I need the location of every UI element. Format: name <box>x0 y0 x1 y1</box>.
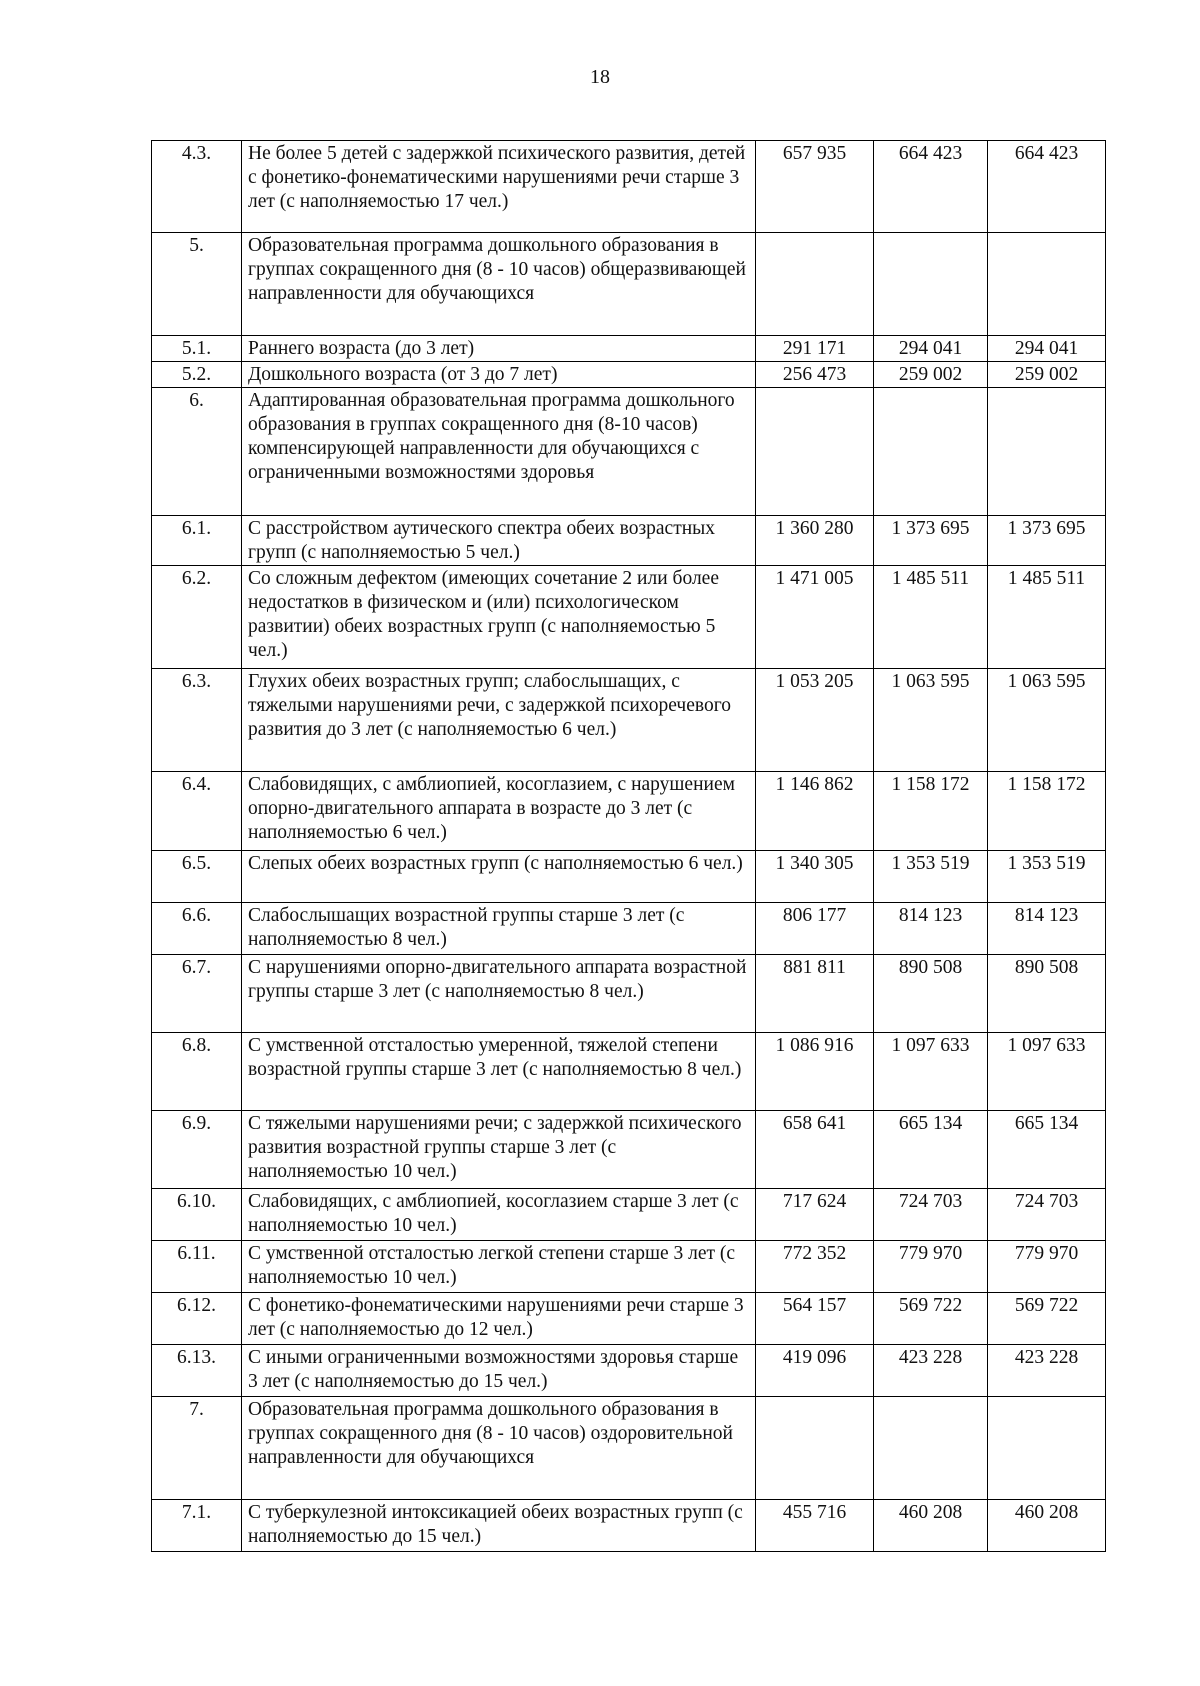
table-row <box>152 669 1106 772</box>
table-row <box>152 1111 1106 1189</box>
page-number: 18 <box>590 66 610 88</box>
table-row <box>152 388 1106 516</box>
row-description: Глухих обеих возрастных групп; слабослышащих, с тяжелыми нарушениями речи, с задержкой психоречевого развития до 3 лет (с наполняемостью 6 чел.) <box>242 669 756 772</box>
row-number: 6.7. <box>152 955 242 1033</box>
row-value-1: 1 471 005 <box>756 566 874 669</box>
row-number: 6.1. <box>152 516 242 566</box>
row-value-2: 1 158 172 <box>874 772 988 851</box>
table-row <box>152 1293 1106 1345</box>
row-description: Адаптированная образовательная программа дошкольного образования в группах сокращенного дня (8-10 часов) компенсирующей направленности для обучающихся с ограниченными возможностями здоровья <box>242 388 756 516</box>
table-row <box>152 336 1106 362</box>
row-description: С расстройством аутического спектра обеих возрастных групп (с наполняемостью 5 чел.) <box>242 516 756 566</box>
row-value-3 <box>988 233 1106 336</box>
row-number: 5. <box>152 233 242 336</box>
row-value-1: 455 716 <box>756 1500 874 1552</box>
row-value-3: 1 353 519 <box>988 851 1106 903</box>
row-value-3: 1 158 172 <box>988 772 1106 851</box>
row-value-3: 294 041 <box>988 336 1106 362</box>
row-description: Образовательная программа дошкольного образования в группах сокращенного дня (8 - 10 часов) общеразвивающей направленности для обучающихся <box>242 233 756 336</box>
row-number: 6.11. <box>152 1241 242 1293</box>
row-value-3: 724 703 <box>988 1189 1106 1241</box>
table-row <box>152 903 1106 955</box>
row-value-3: 665 134 <box>988 1111 1106 1189</box>
row-value-2: 294 041 <box>874 336 988 362</box>
row-description: Со сложным дефектом (имеющих сочетание 2 или более недостатков в физическом и (или) психологическом развитии) обеих возрастных групп (с наполняемостью 5 чел.) <box>242 566 756 669</box>
row-value-2: 569 722 <box>874 1293 988 1345</box>
row-value-2: 460 208 <box>874 1500 988 1552</box>
row-value-1 <box>756 388 874 516</box>
row-number: 5.1. <box>152 336 242 362</box>
row-value-3: 779 970 <box>988 1241 1106 1293</box>
table-row <box>152 1033 1106 1111</box>
table-row <box>152 1500 1106 1552</box>
row-description: С умственной отсталостью умеренной, тяжелой степени возрастной группы старше 3 лет (с наполняемостью 8 чел.) <box>242 1033 756 1111</box>
row-value-2: 664 423 <box>874 141 988 233</box>
row-value-2: 1 063 595 <box>874 669 988 772</box>
row-number: 6.6. <box>152 903 242 955</box>
row-value-1: 1 053 205 <box>756 669 874 772</box>
row-number: 4.3. <box>152 141 242 233</box>
row-number: 6.4. <box>152 772 242 851</box>
table-row <box>152 141 1106 233</box>
row-value-1: 1 360 280 <box>756 516 874 566</box>
row-value-3: 664 423 <box>988 141 1106 233</box>
row-value-2: 779 970 <box>874 1241 988 1293</box>
table-row <box>152 772 1106 851</box>
table-row <box>152 1397 1106 1500</box>
row-value-3: 814 123 <box>988 903 1106 955</box>
row-value-2: 1 373 695 <box>874 516 988 566</box>
table-row <box>152 1345 1106 1397</box>
row-number: 6.2. <box>152 566 242 669</box>
row-value-1: 772 352 <box>756 1241 874 1293</box>
row-value-2: 1 485 511 <box>874 566 988 669</box>
row-description: Раннего возраста (до 3 лет) <box>242 336 756 362</box>
row-description: С иными ограниченными возможностями здоровья старше 3 лет (с наполняемостью до 15 чел.) <box>242 1345 756 1397</box>
row-value-2 <box>874 233 988 336</box>
table-row <box>152 233 1106 336</box>
row-value-2: 724 703 <box>874 1189 988 1241</box>
row-number: 7.1. <box>152 1500 242 1552</box>
row-value-1: 881 811 <box>756 955 874 1033</box>
row-value-2: 1 097 633 <box>874 1033 988 1111</box>
row-value-1: 256 473 <box>756 362 874 388</box>
table-row <box>152 566 1106 669</box>
row-description: С умственной отсталостью легкой степени старше 3 лет (с наполняемостью 10 чел.) <box>242 1241 756 1293</box>
row-number: 6.13. <box>152 1345 242 1397</box>
row-number: 6.8. <box>152 1033 242 1111</box>
row-value-2 <box>874 1397 988 1500</box>
row-value-2: 1 353 519 <box>874 851 988 903</box>
row-value-3: 569 722 <box>988 1293 1106 1345</box>
row-description: Образовательная программа дошкольного образования в группах сокращенного дня (8 - 10 часов) оздоровительной направленности для обучающихся <box>242 1397 756 1500</box>
row-number: 6.12. <box>152 1293 242 1345</box>
row-number: 6.9. <box>152 1111 242 1189</box>
tariff-table <box>151 140 1106 1552</box>
row-value-2: 890 508 <box>874 955 988 1033</box>
row-value-1: 291 171 <box>756 336 874 362</box>
row-value-3: 1 063 595 <box>988 669 1106 772</box>
row-description: Слабослышащих возрастной группы старше 3 лет (с наполняемостью 8 чел.) <box>242 903 756 955</box>
row-value-3: 1 373 695 <box>988 516 1106 566</box>
row-value-1: 419 096 <box>756 1345 874 1397</box>
row-value-1 <box>756 233 874 336</box>
row-description: Дошкольного возраста (от 3 до 7 лет) <box>242 362 756 388</box>
row-value-3 <box>988 388 1106 516</box>
row-description: Слабовидящих, с амблиопией, косоглазием, с нарушением опорно-двигательного аппарата в возрасте до 3 лет (с наполняемостью 6 чел.) <box>242 772 756 851</box>
table-row <box>152 1241 1106 1293</box>
table-row <box>152 1189 1106 1241</box>
row-value-1: 1 340 305 <box>756 851 874 903</box>
row-value-3: 259 002 <box>988 362 1106 388</box>
row-value-1: 658 641 <box>756 1111 874 1189</box>
row-value-1: 657 935 <box>756 141 874 233</box>
row-value-3: 460 208 <box>988 1500 1106 1552</box>
row-number: 6. <box>152 388 242 516</box>
row-value-3: 1 485 511 <box>988 566 1106 669</box>
row-description: С фонетико-фонематическими нарушениями речи старше 3 лет (с наполняемостью до 12 чел.) <box>242 1293 756 1345</box>
table-row <box>152 516 1106 566</box>
row-number: 6.3. <box>152 669 242 772</box>
table-row <box>152 955 1106 1033</box>
row-value-2: 423 228 <box>874 1345 988 1397</box>
row-description: С нарушениями опорно-двигательного аппарата возрастной группы старше 3 лет (с наполняемостью 8 чел.) <box>242 955 756 1033</box>
table-row <box>152 362 1106 388</box>
row-number: 5.2. <box>152 362 242 388</box>
row-description: Не более 5 детей с задержкой психического развития, детей с фонетико-фонематическими нарушениями речи старше 3 лет (с наполняемостью 17 чел.) <box>242 141 756 233</box>
row-value-3: 423 228 <box>988 1345 1106 1397</box>
row-value-1: 564 157 <box>756 1293 874 1345</box>
row-value-3 <box>988 1397 1106 1500</box>
row-description: С туберкулезной интоксикацией обеих возрастных групп (с наполняемостью до 15 чел.) <box>242 1500 756 1552</box>
row-value-1: 717 624 <box>756 1189 874 1241</box>
row-value-1: 806 177 <box>756 903 874 955</box>
row-number: 7. <box>152 1397 242 1500</box>
row-value-1 <box>756 1397 874 1500</box>
row-value-1: 1 146 862 <box>756 772 874 851</box>
row-value-2 <box>874 388 988 516</box>
row-value-2: 814 123 <box>874 903 988 955</box>
row-number: 6.5. <box>152 851 242 903</box>
row-value-2: 259 002 <box>874 362 988 388</box>
row-description: Слабовидящих, с амблиопией, косоглазием старше 3 лет (с наполняемостью 10 чел.) <box>242 1189 756 1241</box>
row-value-1: 1 086 916 <box>756 1033 874 1111</box>
table-row <box>152 851 1106 903</box>
row-description: Слепых обеих возрастных групп (с наполняемостью 6 чел.) <box>242 851 756 903</box>
row-value-2: 665 134 <box>874 1111 988 1189</box>
row-value-3: 890 508 <box>988 955 1106 1033</box>
row-description: С тяжелыми нарушениями речи; с задержкой психического развития возрастной группы старше 3 лет (с наполняемостью 10 чел.) <box>242 1111 756 1189</box>
row-value-3: 1 097 633 <box>988 1033 1106 1111</box>
row-number: 6.10. <box>152 1189 242 1241</box>
